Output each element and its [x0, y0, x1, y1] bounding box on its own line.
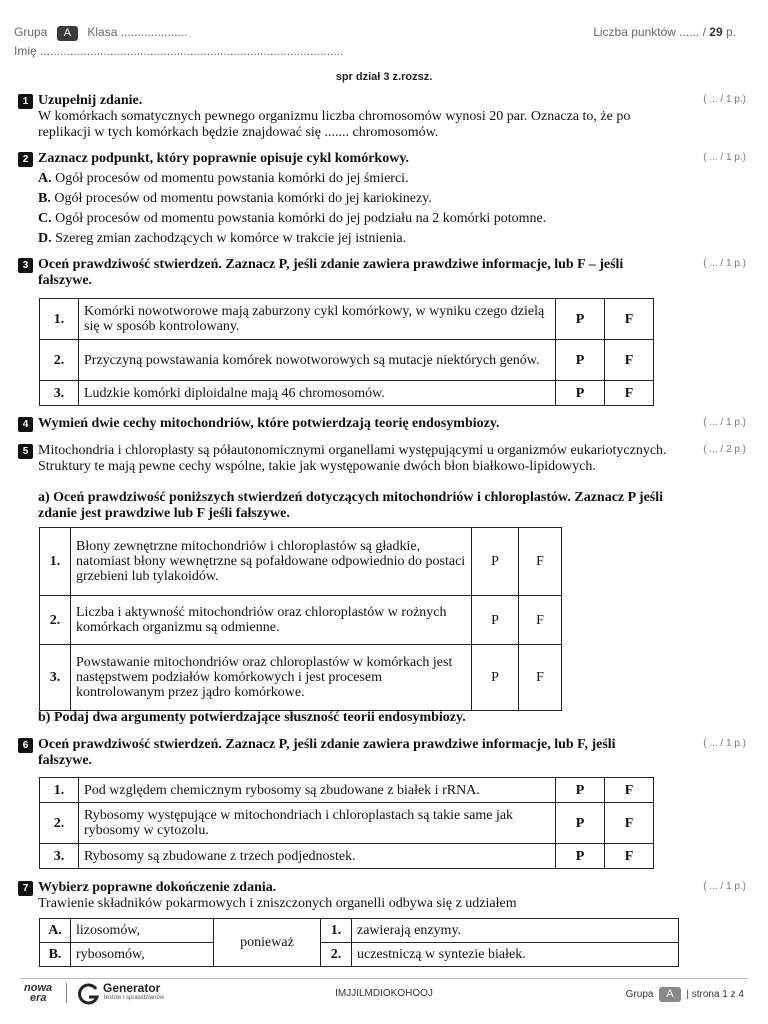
question-points: ( ... / 1 p.) [703, 417, 746, 428]
row-number: 3. [40, 645, 71, 711]
true-option[interactable]: P [556, 778, 605, 803]
true-false-table [39, 298, 654, 406]
row-number: 2. [40, 803, 79, 844]
option-text: Szereg zmian zachodzących w komórce w trakcie jej istnienia. [55, 231, 407, 246]
true-option[interactable]: P [472, 645, 519, 711]
true-option[interactable]: P [556, 340, 605, 381]
subquestion-a: a) Oceń prawdziwość poniższych stwierdzeń dotyczących mitochondriów i chloroplastów. Zaznacz P jeśli zdanie jest prawdziwe lub F jeśli fałszywe. [38, 490, 664, 521]
question-number: 1 [18, 94, 33, 109]
statement-text: Przyczyną powstawania komórek nowotworowych są mutacje niektórych genów. [79, 340, 556, 381]
true-option[interactable]: P [472, 596, 519, 645]
true-false-table [39, 777, 654, 869]
option-letter: B. [38, 191, 51, 206]
option-number[interactable]: 1. [321, 919, 352, 943]
false-option[interactable]: F [605, 340, 654, 381]
document-code: IMJJILMDIOKOHOOJ [335, 988, 433, 999]
false-option[interactable]: F [605, 844, 654, 869]
table-row [40, 645, 562, 711]
option-letter[interactable]: A. [40, 919, 71, 943]
row-number: 3. [40, 381, 79, 406]
generator-logo-title: Generator [103, 981, 161, 995]
question-title: Oceń prawdziwość stwierdzeń. Zaznacz P, jeśli zdanie zawiera prawdziwe informacje, lub F, jeśli fałszywe. [38, 737, 616, 768]
false-option[interactable]: F [605, 299, 654, 340]
false-option[interactable]: F [519, 528, 562, 596]
statement-text: Błony zewnętrzne mitochondriów i chloroplastów są gładkie, natomiast błony wewnętrzne są pofałdowane odpowiednio do postaci grzebieni lub tylakoidów. [71, 528, 472, 596]
table-row [40, 596, 562, 645]
question-title: Wymień dwie cechy mitochondriów, które potwierdzają teorię endosymbiozy. [38, 416, 500, 431]
option-number[interactable]: 2. [321, 943, 352, 967]
class-label: Klasa [87, 25, 118, 39]
true-option[interactable]: P [556, 803, 605, 844]
option-text[interactable]: uczestniczą w syntezie białek. [352, 943, 679, 967]
true-option[interactable]: P [472, 528, 519, 596]
answer-option[interactable] [38, 231, 406, 247]
footer-page-info [626, 987, 744, 1002]
points-total: 29 [709, 25, 723, 39]
footer-group-badge: A [659, 987, 680, 1002]
statement-text: Rybosomy występujące w mitochondriach i chloroplastach są takie same jak rybosomy w cytozolu. [79, 803, 556, 844]
question-points: ( ... / 1 p.) [703, 94, 746, 105]
true-false-table [39, 527, 562, 711]
false-option[interactable]: F [605, 803, 654, 844]
question-title: Wybierz poprawne dokończenie zdania. [38, 880, 277, 895]
option-text[interactable]: zawierają enzymy. [352, 919, 679, 943]
question-points: ( ... / 1 p.) [703, 258, 746, 269]
statement-text: Rybosomy są zbudowane z trzech podjednostek. [79, 844, 556, 869]
row-number: 3. [40, 844, 79, 869]
question-number: 6 [18, 738, 33, 753]
page-title: spr dział 3 z.rozsz. [335, 71, 433, 83]
option-letter: D. [38, 231, 52, 246]
page-number: | strona 1 z 4 [686, 989, 744, 1000]
table-row [40, 381, 654, 406]
option-letter: A. [38, 171, 52, 186]
false-option[interactable]: F [519, 596, 562, 645]
logo-line: era [30, 992, 47, 1004]
logo-line: nowa [24, 982, 53, 994]
option-text: Ogół procesów od momentu powstania komórki do jej śmierci. [55, 171, 409, 186]
generator-logo-subtitle: testów i sprawdzianów [104, 995, 165, 1001]
statement-text: Liczba i aktywność mitochondriów oraz chloroplastów w rożnych komórkach organizmu są odmienne. [71, 596, 472, 645]
question-text: W komórkach somatycznych pewnego organizmu liczba chromosomów wynosi 20 par. Oznacza to, że po replikacji w tych komórkach będzie znajdować się ....... chromosomów. [38, 109, 631, 140]
table-row [40, 943, 679, 967]
table-row [40, 919, 679, 943]
row-number: 1. [40, 528, 71, 596]
group-badge: A [57, 26, 78, 41]
question-points: ( ... / 1 p.) [703, 152, 746, 163]
table-row [40, 844, 654, 869]
table-row [40, 299, 654, 340]
header-name [14, 44, 343, 58]
header-points [593, 25, 736, 39]
table-row [40, 340, 654, 381]
option-letter: C. [38, 211, 52, 226]
name-dots: ........................................................................................... [40, 44, 344, 58]
question-number: 4 [18, 417, 33, 432]
option-letter[interactable]: B. [40, 943, 71, 967]
question-points: ( ... / 1 p.) [703, 738, 746, 749]
question-number: 5 [18, 444, 33, 459]
true-option[interactable]: P [556, 299, 605, 340]
points-label: Liczba punktów ...... / [593, 25, 706, 39]
false-option[interactable]: F [605, 778, 654, 803]
question-intro: Mitochondria i chloroplasty są półautonomicznymi organellami występującymi u organizmów eukariotycznych. Struktury te mają pewne cechy wspólne, takie jak występowanie dwóch błon białkowo-lipidowych. [38, 443, 667, 474]
option-text[interactable]: rybosomów, [71, 943, 214, 967]
statement-text: Pod względem chemicznym rybosomy są zbudowane z białek i rRNA. [79, 778, 556, 803]
row-number: 2. [40, 596, 71, 645]
name-label: Imię [14, 44, 37, 58]
statement-text: Ludzkie komórki diploidalne mają 46 chromosomów. [79, 381, 556, 406]
false-option[interactable]: F [519, 645, 562, 711]
question-text: Trawienie składników pokarmowych i zniszczonych organelli odbywa się z udziałem [38, 896, 517, 911]
statement-text: Komórki nowotworowe mają zaburzony cykl komórkowy, w wyniku czego dzielą się w sposób kontrolowany. [79, 299, 556, 340]
answer-option[interactable] [38, 211, 546, 227]
question-points: ( ... / 2 p.) [703, 444, 746, 455]
row-number: 1. [40, 299, 79, 340]
table-row [40, 528, 562, 596]
answer-option[interactable] [38, 191, 432, 207]
answer-option[interactable] [38, 171, 409, 187]
row-number: 2. [40, 340, 79, 381]
points-suffix: p. [725, 25, 736, 39]
question-title: Zaznacz podpunkt, który poprawnie opisuje cykl komórkowy. [38, 151, 410, 166]
question-title: Oceń prawdziwość stwierdzeń. Zaznacz P, jeśli zdanie zawiera prawdziwe informacje, lub F – jeśli fałszywe. [38, 257, 624, 288]
subquestion-b: b) Podaj dwa argumenty potwierdzające słuszność teorii endosymbiozy. [38, 710, 466, 725]
connector-text: ponieważ [214, 919, 321, 967]
false-option[interactable]: F [605, 381, 654, 406]
question-number: 7 [18, 881, 33, 896]
table-row [40, 778, 654, 803]
footer-group-label: Grupa [625, 989, 654, 1000]
option-text: Ogół procesów od momentu powstania komórki do jej podziału na 2 komórki potomne. [55, 211, 547, 226]
group-label: Grupa [14, 25, 48, 39]
option-text: Ogół procesów od momentu powstania komórki do jej kariokinezy. [54, 191, 432, 206]
statement-text: Powstawanie mitochondriów oraz chloroplastów w komórkach jest następstwem podziałów komórkowych i jest procesem kontrolowanym przez jądro komórkowe. [71, 645, 472, 711]
question-number: 3 [18, 258, 33, 273]
true-option[interactable]: P [556, 381, 605, 406]
header-group [14, 25, 187, 41]
choice-table [39, 918, 679, 967]
question-number: 2 [18, 152, 33, 167]
true-option[interactable]: P [556, 844, 605, 869]
question-title: Uzupełnij zdanie. [38, 93, 143, 108]
option-text[interactable]: lizosomów, [71, 919, 214, 943]
question-points: ( ... / 1 p.) [703, 881, 746, 892]
class-dots: .................... [120, 25, 188, 39]
footer-divider [20, 978, 748, 979]
table-row [40, 803, 654, 844]
row-number: 1. [40, 778, 79, 803]
